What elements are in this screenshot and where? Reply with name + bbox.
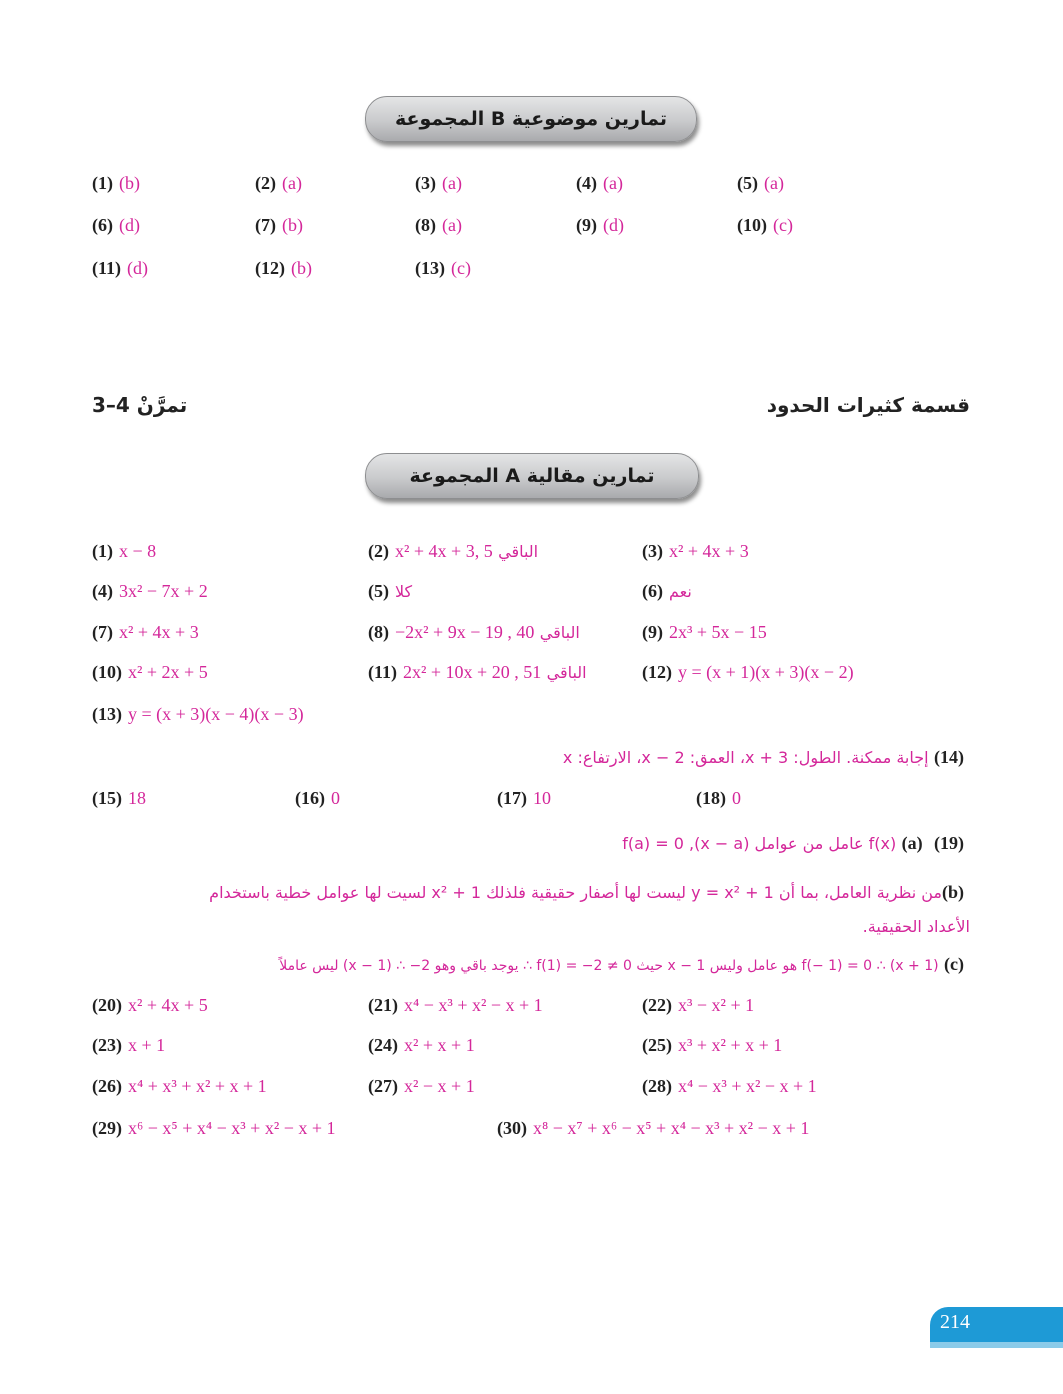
- list-item: (1) (b): [92, 173, 140, 193]
- list-item: (13) y = (x + 3)(x − 4)(x − 3): [92, 704, 304, 724]
- list-item: (11) 2x² + 10x + 20 , 51 الباقي: [368, 662, 587, 682]
- list-item: (10) (c): [737, 215, 793, 235]
- list-item: (12) y = (x + 1)(x + 3)(x − 2): [642, 662, 854, 682]
- list-item: (20) x² + 4x + 5: [92, 995, 208, 1015]
- list-item: (9) (d): [576, 215, 624, 235]
- list-item: (22) x³ − x² + 1: [642, 995, 755, 1015]
- group-a-title: [365, 453, 699, 499]
- list-item: (2) (a): [255, 173, 302, 193]
- list-item: (11) (d): [92, 258, 148, 278]
- list-item: (8) (a): [415, 215, 462, 235]
- list-item: (24) x² + x + 1: [368, 1035, 475, 1055]
- group-a-title-text: المجموعة A تمارين مقالية: [409, 465, 655, 487]
- list-item: (16) 0: [295, 788, 340, 808]
- exercise-label: تمرَّنْ 4–3: [92, 393, 188, 417]
- list-item: (7) x² + 4x + 3: [92, 622, 199, 642]
- list-item: (8) −2x² + 9x − 19 , 40 الباقي: [368, 622, 580, 642]
- group-b-title-text: المجموعة B تمارين موضوعية: [395, 108, 667, 130]
- list-item: (6) (d): [92, 215, 140, 235]
- list-item: (4) (a): [576, 173, 623, 193]
- list-item: (b)من نظرية العامل، بما أن y = x² + 1 ليست لها أصفار حقيقية فلذلك x² + 1 لسيت لها عوامل خطية باستخدام الأعداد الحقيقية.: [209, 882, 970, 936]
- list-item: (15) 18: [92, 788, 146, 808]
- list-item: (19) (a) f(x) عامل من عوامل (x − a), f(a) = 0: [622, 833, 964, 853]
- list-item: (25) x³ + x² + x + 1: [642, 1035, 783, 1055]
- list-item: (3) x² + 4x + 3: [642, 541, 749, 561]
- list-item: (5) كلا: [368, 581, 413, 601]
- list-item: (17) 10: [497, 788, 551, 808]
- list-item: (6) نعم: [642, 581, 692, 601]
- section-title: قسمة كثيرات الحدود: [766, 393, 970, 417]
- list-item: (29) x⁶ − x⁵ + x⁴ − x³ + x² − x + 1: [92, 1118, 336, 1138]
- list-item: (c) f(− 1) = 0 ∴ (x + 1) هو عامل وليس x − 1 حيث f(1) = −2 ≠ 0 ∴ يوجد باقي وهو 2− ∴ (x − 1) ليس عاملاً: [279, 954, 964, 974]
- list-item: (12) (b): [255, 258, 312, 278]
- page-number: 214: [930, 1307, 1063, 1343]
- list-item: (26) x⁴ + x³ + x² + x + 1: [92, 1076, 267, 1096]
- list-item: (28) x⁴ − x³ + x² − x + 1: [642, 1076, 817, 1096]
- group-b-title: [365, 96, 697, 142]
- list-item: (7) (b): [255, 215, 303, 235]
- list-item: (27) x² − x + 1: [368, 1076, 475, 1096]
- list-item: (5) (a): [737, 173, 784, 193]
- list-item: (14) إجابة ممكنة. الطول: x + 3، العمق: x − 2، الارتفاع: x: [562, 747, 964, 767]
- list-item: (13) (c): [415, 258, 471, 278]
- list-item: (30) x⁸ − x⁷ + x⁶ − x⁵ + x⁴ − x³ + x² − x + 1: [497, 1118, 810, 1138]
- list-item: (21) x⁴ − x³ + x² − x + 1: [368, 995, 543, 1015]
- list-item: (1) x − 8: [92, 541, 157, 561]
- list-item: (18) 0: [696, 788, 741, 808]
- list-item: (9) 2x³ + 5x − 15: [642, 622, 767, 642]
- list-item: (10) x² + 2x + 5: [92, 662, 208, 682]
- list-item: (3) (a): [415, 173, 462, 193]
- list-item: (2) x² + 4x + 3, 5 الباقي: [368, 541, 539, 561]
- list-item: (23) x + 1: [92, 1035, 166, 1055]
- page-number-underline: [930, 1342, 1063, 1348]
- list-item: (4) 3x² − 7x + 2: [92, 581, 208, 601]
